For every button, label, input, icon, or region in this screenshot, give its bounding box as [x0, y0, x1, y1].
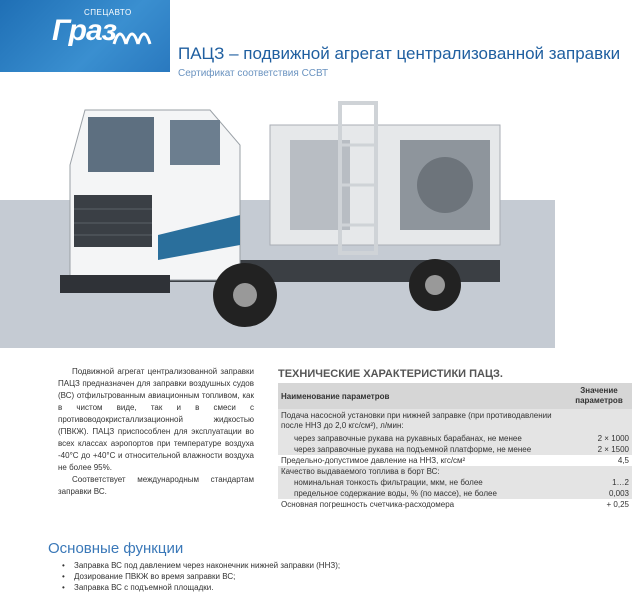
- spec-name: предельное содержание воды, % (по массе), не более: [278, 488, 566, 499]
- spec-value: [566, 409, 632, 433]
- list-item: • Заправка ВС с подъемной площадки.: [62, 582, 352, 593]
- logo-waves-icon: [112, 22, 160, 46]
- spec-value: 0,003: [566, 488, 632, 499]
- specs-title: ТЕХНИЧЕСКИЕ ХАРАКТЕРИСТИКИ ПАЦЗ.: [278, 368, 503, 380]
- logo-subtitle: СПЕЦАВТО: [84, 8, 132, 17]
- specs-table: [278, 383, 632, 510]
- functions-list: [62, 560, 352, 593]
- spec-name: номинальная тонкость фильтрации, мкм, не более: [278, 477, 566, 488]
- spec-name: через заправочные рукава на подъемной платформе, не менее: [278, 444, 566, 455]
- spec-value: + 0,25: [606, 500, 629, 509]
- functions-title: Основные функции: [48, 540, 184, 557]
- description-paragraph: Соответствует международным стандартам заправки ВС.: [58, 475, 254, 496]
- table-row: [278, 477, 632, 488]
- table-row: [278, 499, 632, 510]
- table-row: [278, 466, 632, 477]
- table-row: [278, 455, 632, 466]
- logo-text: Граз: [52, 14, 116, 47]
- list-item: • Заправка ВС под давлением через наконечник нижней заправки (ННЗ);: [62, 560, 352, 571]
- specs-header-name: Наименование параметров: [278, 383, 566, 409]
- specs-header-row: [278, 383, 632, 409]
- page-subtitle: Сертификат соответствия ССВТ: [178, 68, 329, 79]
- spec-name: через заправочные рукава на рукавных барабанах, не менее: [278, 433, 566, 444]
- spec-value: 1…2: [566, 477, 632, 488]
- specs-header-value: Значение параметров: [566, 383, 632, 409]
- spec-value: 4,5: [617, 456, 629, 465]
- truck-illustration: [40, 85, 510, 345]
- spec-name: Предельно-допустимое давление на ННЗ, кгс/см²: [281, 456, 466, 465]
- spec-value: [566, 466, 632, 477]
- table-row: [278, 444, 632, 455]
- spec-name: Качество выдаваемого топлива в борт ВС:: [278, 466, 566, 477]
- table-row: [278, 488, 632, 499]
- spec-name: Основная погрешность счетчика-расходомера: [281, 500, 455, 509]
- spec-value: 2 × 1000: [566, 433, 632, 444]
- list-item: • Дозирование ПВКЖ во время заправки ВС;: [62, 571, 352, 582]
- spec-name: Подача насосной установки при нижней заправке (при противодавлении после ННЗ до 2,0 кгс/см²), л/мин:: [278, 409, 566, 433]
- description: [58, 366, 254, 498]
- logo-panel: [0, 0, 170, 72]
- description-paragraph: Подвижной агрегат централизованной заправки ПАЦЗ предназначен для заправки воздушных судов (ВС) отфильтрованным авиационным топливом, как в чистом виде, так и в смеси с противоводокристаллизационной жидкостью (ПВКЖ). ПАЦЗ приспособлен для эксплуатации во всех классах аэропортов при температуре воздуха -40°С до +40°С и относительной влажности воздуха не более 95%.: [58, 367, 254, 472]
- table-row: [278, 433, 632, 444]
- table-row: [278, 409, 632, 433]
- spec-value: 2 × 1500: [566, 444, 632, 455]
- page-title: ПАЦЗ – подвижной агрегат централизованной заправки: [178, 44, 621, 63]
